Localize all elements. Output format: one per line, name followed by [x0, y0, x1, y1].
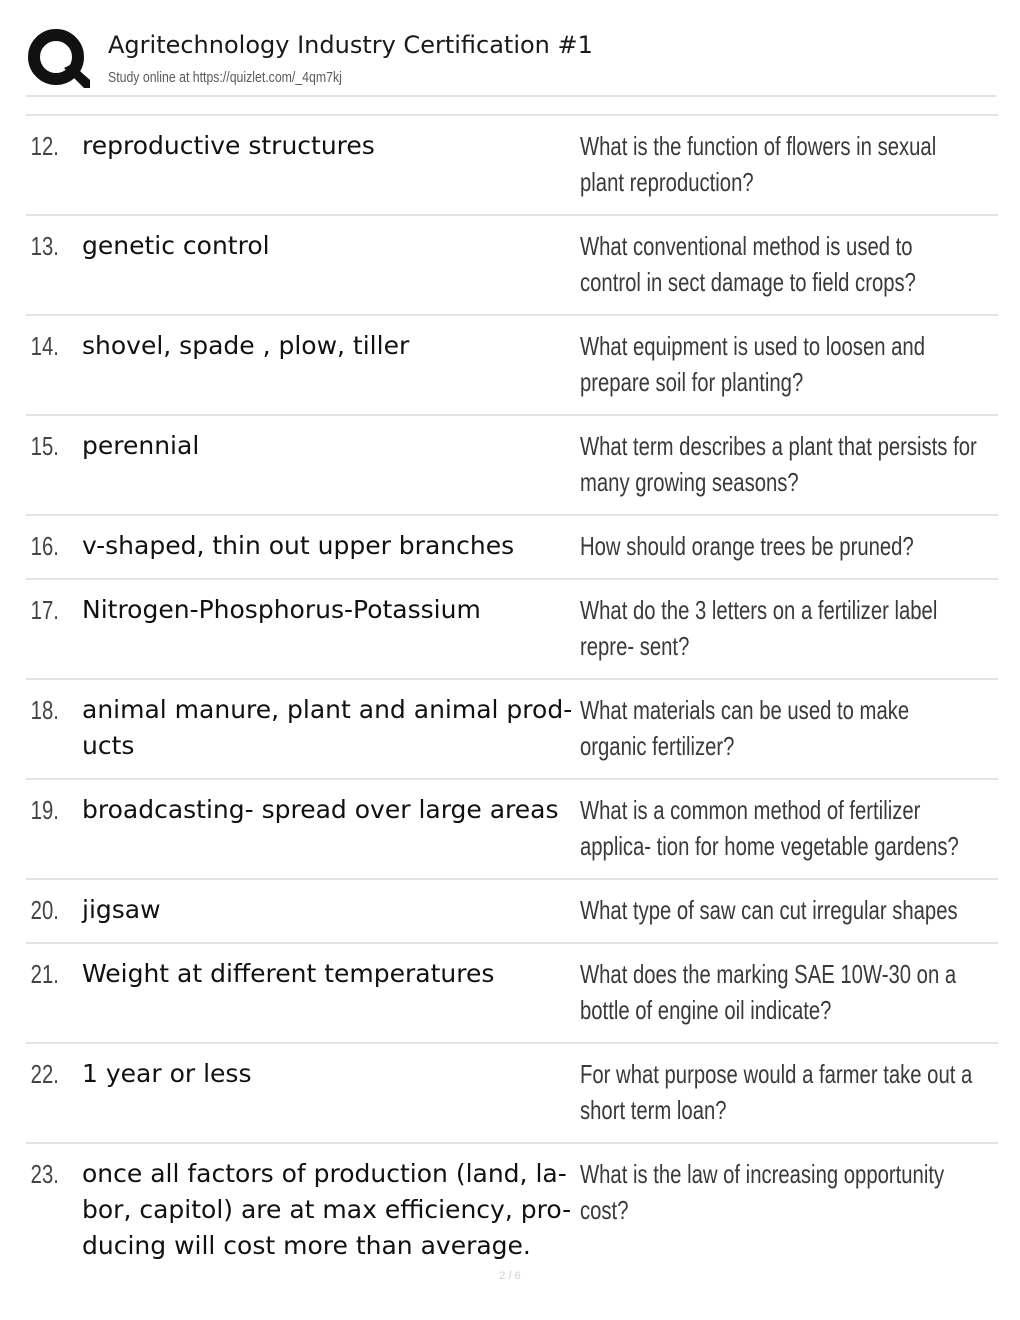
- card-number: 14.: [30, 331, 59, 361]
- card-term: shovel, spade , plow, tiller: [82, 331, 410, 360]
- card-term: perennial: [82, 431, 200, 460]
- flashcard-list: [26, 114, 998, 1278]
- card-term: jigsaw: [82, 895, 161, 924]
- card-term: Weight at different temperatures: [82, 959, 495, 988]
- card-term: reproductive structures: [82, 131, 375, 160]
- page-header: [26, 26, 996, 96]
- flashcard-row: [26, 316, 998, 416]
- card-term: v-shaped, thin out upper branches: [82, 531, 515, 560]
- card-number: 15.: [30, 431, 59, 461]
- card-definition: What type of saw can cut irregular shapes: [580, 895, 958, 925]
- page-title: Agritechnology Industry Certification #1: [108, 31, 593, 59]
- card-definition: What does the marking SAE 10W-30 on a bottle of engine oil indicate?: [580, 959, 957, 1025]
- flashcard-row: [26, 216, 998, 316]
- flashcard-row: [26, 416, 998, 516]
- flashcard-row: [26, 780, 998, 880]
- card-number: 12.: [30, 131, 59, 161]
- card-number: 20.: [30, 895, 59, 925]
- card-number: 16.: [30, 531, 59, 561]
- card-definition: For what purpose would a farmer take out a short term loan?: [580, 1059, 973, 1125]
- card-definition: What materials can be used to make organic fertilizer?: [580, 695, 910, 761]
- flashcard-row: [26, 944, 998, 1044]
- card-term: genetic control: [82, 231, 270, 260]
- card-term: animal manure, plant and animal prod- ucts: [82, 695, 573, 760]
- flashcard-row: [26, 516, 998, 580]
- card-definition: What is the law of increasing opportunity cost?: [580, 1159, 945, 1225]
- flashcard-row: [26, 580, 998, 680]
- card-definition: What is the function of flowers in sexual plant reproduction?: [580, 131, 937, 197]
- flashcard-row: [26, 1144, 998, 1278]
- flashcard-row: [26, 880, 998, 944]
- card-definition: What do the 3 letters on a fertilizer label repre- sent?: [580, 595, 938, 661]
- card-number: 13.: [30, 231, 59, 261]
- page-number: 2 / 6: [499, 1270, 521, 1282]
- flashcard-row: [26, 1044, 998, 1144]
- card-definition: How should orange trees be pruned?: [580, 531, 914, 561]
- card-number: 18.: [30, 695, 59, 725]
- card-term: 1 year or less: [82, 1059, 252, 1088]
- quizlet-logo-icon: [26, 26, 90, 90]
- flashcard-row: [26, 116, 998, 216]
- card-number: 21.: [30, 959, 59, 989]
- card-definition: What term describes a plant that persists for many growing seasons?: [580, 431, 977, 497]
- card-term: once all factors of production (land, la- bor, capitol) are at max efficiency, pro- ducing will cost more than average.: [82, 1159, 572, 1260]
- card-definition: What equipment is used to loosen and prepare soil for planting?: [580, 331, 925, 397]
- card-term: Nitrogen-Phosphorus-Potassium: [82, 595, 481, 624]
- card-term: broadcasting- spread over large areas: [82, 795, 559, 824]
- card-definition: What conventional method is used to control in sect damage to field crops?: [580, 231, 916, 297]
- header-divider: [26, 95, 996, 97]
- flashcard-row: [26, 680, 998, 780]
- card-number: 19.: [30, 795, 59, 825]
- card-number: 17.: [30, 595, 59, 625]
- card-number: 23.: [30, 1159, 59, 1189]
- study-online-link[interactable]: Study online at https://quizlet.com/_4qm7kj: [108, 69, 342, 86]
- card-number: 22.: [30, 1059, 59, 1089]
- card-definition: What is a common method of fertilizer applica- tion for home vegetable gardens?: [580, 795, 959, 861]
